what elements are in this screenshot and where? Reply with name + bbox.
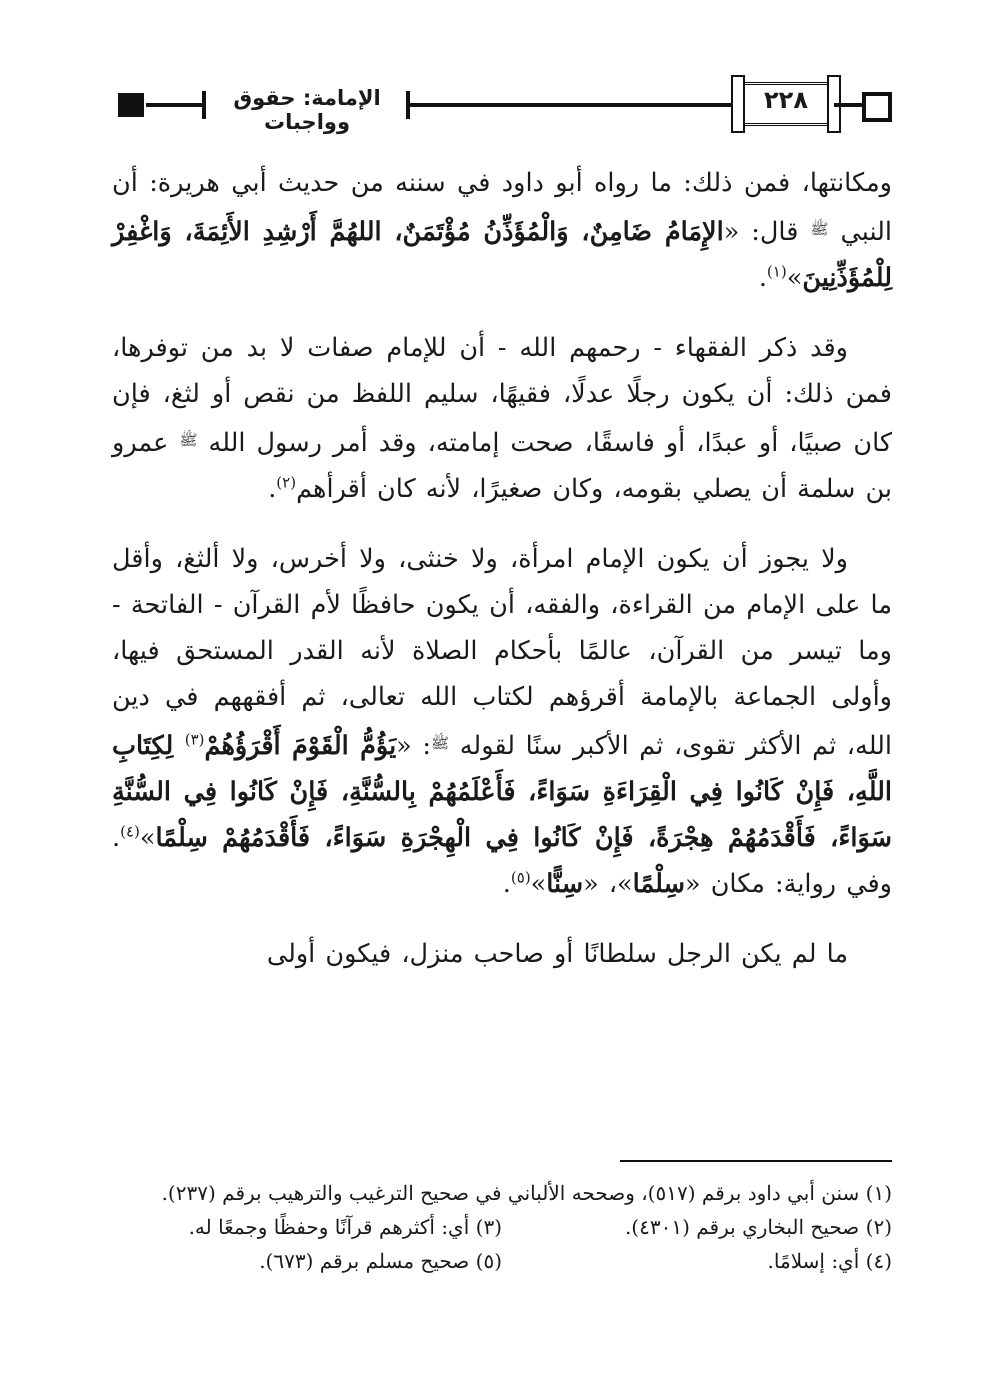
salawat-glyph: ﷺ bbox=[810, 220, 829, 238]
paragraph-4 bbox=[112, 931, 892, 977]
footnote-3: (٣) أي: أكثرهم قرآنًا وحفظًا وجمعًا له. bbox=[188, 1215, 502, 1239]
footnote-ref: (٣) bbox=[184, 730, 205, 749]
footnote-separator bbox=[620, 1160, 892, 1162]
footnotes bbox=[112, 1176, 892, 1278]
text: » bbox=[786, 263, 803, 293]
text: قال: « bbox=[723, 217, 811, 247]
hadith-text: سِلْمًا bbox=[632, 869, 685, 899]
paragraph-2 bbox=[112, 325, 892, 512]
footnote-row bbox=[112, 1210, 892, 1244]
hadith-text: يَؤُمُّ الْقَوْمَ أَقْرَؤُهُمْ bbox=[204, 731, 397, 761]
footnote-5: (٥) صحيح مسلم برقم (٦٧٣). bbox=[259, 1249, 502, 1273]
text: »، « bbox=[583, 869, 633, 899]
text: . bbox=[758, 263, 767, 293]
running-title: الإمامة: حقوق وواجبات bbox=[233, 86, 381, 134]
header-bar bbox=[202, 91, 206, 119]
footnote-4: (٤) أي: إسلامًا. bbox=[767, 1249, 892, 1273]
footnote-ref: (١) bbox=[766, 262, 787, 281]
header-rule bbox=[834, 103, 862, 107]
page-header bbox=[110, 72, 892, 138]
paragraph-1 bbox=[112, 160, 892, 301]
hadith-text: الإِمَامُ ضَامِنٌ، وَالْمُؤَذِّنُ مُؤْتَمَنٌ، اللهُمَّ أَرْشِدِ الأَئِمَةَ، وَاغْفِرْ لِلْمُؤَذِّنِينَ bbox=[112, 217, 892, 293]
header-ornament-square-filled bbox=[118, 93, 144, 117]
main-text bbox=[112, 160, 892, 977]
text: : « bbox=[396, 731, 431, 761]
footnote-1: (١) سنن أبي داود برقم (٥١٧)، وصححه الألباني في صحيح الترغيب والترهيب برقم (٢٣٧). bbox=[161, 1181, 892, 1205]
footnote-2: (٢) صحيح البخاري برقم (٤٣٠١). bbox=[624, 1215, 892, 1239]
text: وقد ذكر الفقهاء - رحمهم الله - أن للإمام صفات لا بد من توفرها، فمن ذلك: أن يكون رجلًا عدلًا، فقيهًا، سليم اللفظ من نقص أو لثغ، فإن كان صبيًا، أو عبدًا، أو فاسقًا، صحت إمامته، وقد أمر رسول الله bbox=[112, 333, 892, 458]
page-number: ٢٢٨ bbox=[764, 86, 808, 114]
text: . bbox=[502, 869, 511, 899]
footnote-row bbox=[112, 1244, 892, 1278]
text: » bbox=[530, 869, 547, 899]
footnote-ref: (٤) bbox=[120, 822, 140, 841]
header-ornament-square-hollow bbox=[862, 92, 892, 122]
hadith-text: لِكِتَابِ اللَّهِ، فَإِنْ كَانُوا فِي الْقِرَاءَةِ سَوَاءً، فَأَعْلَمُهُمْ بِالسُّنَّةِ، فَإِنْ كَانُوا فِي السُّنَّةِ سَوَاءً، فَأَقْدَمُهُمْ هِجْرَةً، فَإِنْ كَانُوا فِي الْهِجْرَةِ سَوَاءً، فَأَقْدَمُهُمْ سِلْمًا bbox=[112, 731, 892, 853]
footnote-ref: (٢) bbox=[276, 473, 297, 492]
text: ولا يجوز أن يكون الإمام امرأة، ولا خنثى، ولا أخرس، ولا ألثغ، وأقل ما على الإمام من القراءة، والفقه، أن يكون حافظًا لأم القرآن - الفاتحة - وما تيسر من القرآن، عالمًا بأحكام الصلاة لأنه القدر المستحق فيها، وأولى الجماعة بالإمامة أقرؤهم لكتاب الله تعالى، ثم أفقههم في دين الله، ثم الأكثر تقوى، ثم الأكبر سنًا لقوله bbox=[112, 544, 893, 761]
header-rule bbox=[146, 103, 204, 107]
text: ما لم يكن الرجل سلطانًا أو صاحب منزل، فيكون أولى bbox=[266, 939, 848, 969]
hadith-text: سِنًّا bbox=[546, 869, 584, 899]
salawat-glyph: ﷺ bbox=[179, 431, 198, 449]
salawat-glyph: ﷺ bbox=[431, 734, 450, 752]
header-rule bbox=[410, 103, 732, 107]
text: . bbox=[268, 474, 277, 504]
text: عمرو بن سلمة أن يصلي بقومه، وكان صغيرًا، لأنه كان أقرأهم bbox=[112, 428, 892, 504]
paragraph-3 bbox=[112, 536, 892, 907]
footnote-ref: (٥) bbox=[510, 868, 531, 887]
text: . وفي رواية: مكان « bbox=[112, 823, 892, 899]
text: ومكانتها، فمن ذلك: ما رواه أبو داود في سننه من حديث أبي هريرة: أن النبي bbox=[112, 168, 893, 247]
text: » bbox=[139, 823, 156, 853]
